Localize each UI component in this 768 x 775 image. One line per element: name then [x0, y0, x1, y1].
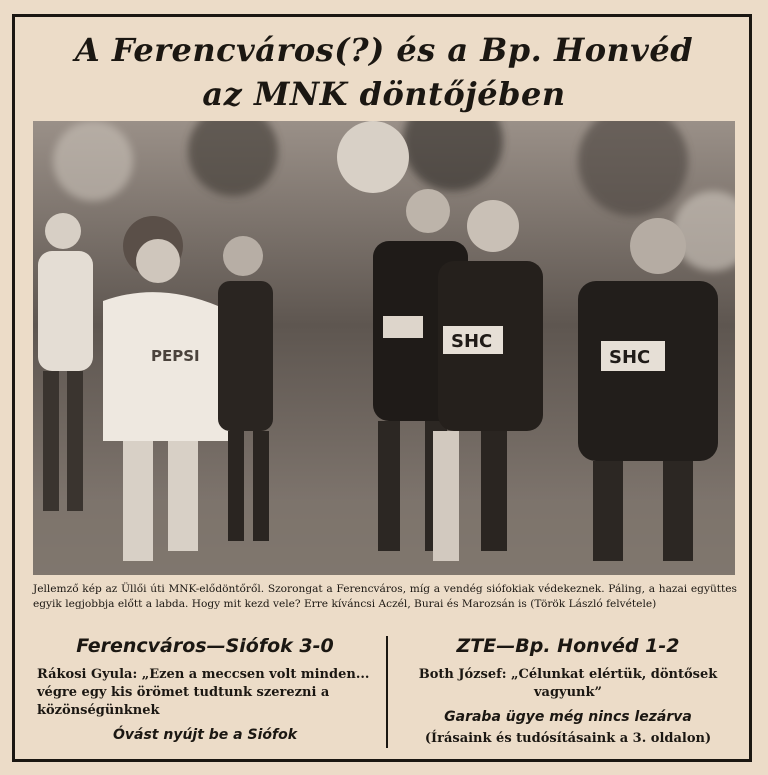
shirt-sponsor-pepsi: PEPSI — [151, 347, 200, 365]
football-icon — [337, 121, 409, 193]
right-match-note: (Írásaink és tudósításaink a 3. oldalon) — [424, 731, 712, 746]
column-divider — [386, 636, 388, 748]
left-match-quote: Rákosi Gyula: „Ezen a meccsen volt minden... végre egy kis örömet tudtunk szerezni a közönségünknek — [37, 667, 370, 718]
shirt-sponsor-center: SHC — [451, 331, 493, 352]
left-match-subheading: Óvást nyújt be a Siófok — [112, 727, 298, 743]
photo-caption: Jellemző kép az Üllői úti MNK-elődöntőről. Szorongat a Ferencváros, míg a vendég siófokiak védekeznek. Páling, a hazai együttes egyik legjobbja előtt a labda. Hogy mit kezd vele? Erre kíváncsi Aczél, Burai és Marozsán is (Török László felvétele) — [33, 583, 737, 610]
shirt-sponsor-right: SHC — [609, 347, 651, 368]
left-match-column — [35, 632, 375, 746]
headline-line-2: az MNK döntőjében — [202, 75, 566, 113]
left-match-title: Ferencváros—Siófok 3-0 — [76, 635, 334, 657]
headline-line-1: A Ferencváros(?) és a Bp. Honvéd — [74, 31, 694, 69]
right-match-subheading: Garaba ügye még nincs lezárva — [444, 709, 692, 725]
right-match-title: ZTE—Bp. Honvéd 1-2 — [456, 635, 680, 657]
match-photo — [33, 121, 735, 575]
right-match-quote: Both József: „Célunkat elértük, döntősek vagyunk” — [418, 667, 718, 700]
article-headline — [20, 28, 748, 116]
match-photo-illustration — [33, 121, 735, 575]
right-match-column — [398, 632, 738, 748]
